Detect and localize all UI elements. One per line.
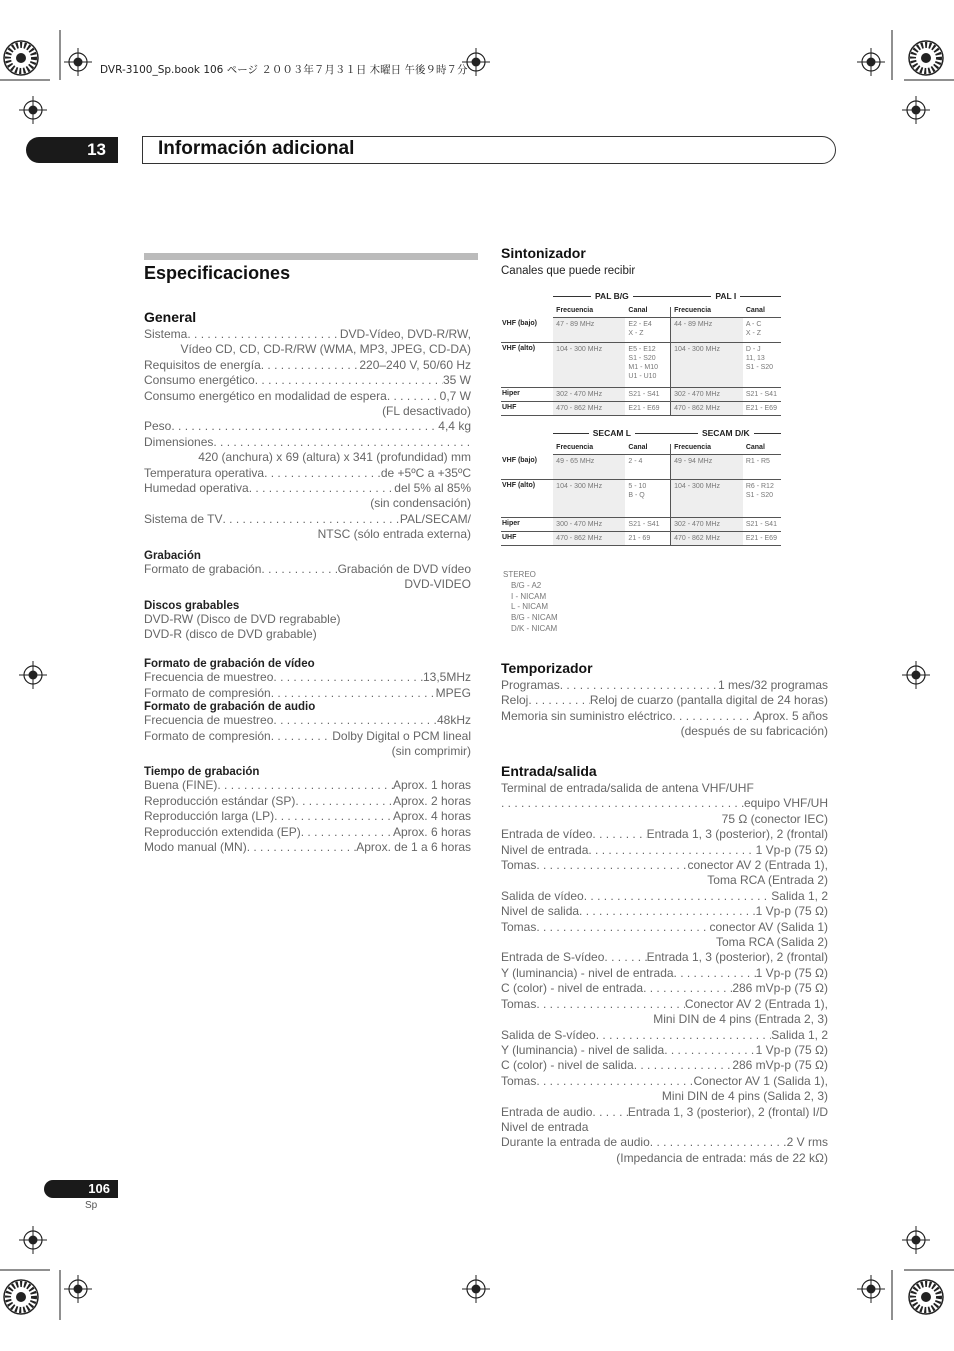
spec-continuation: Vídeo CD, CD, CD-R/RW (WMA, MP3, JPEG, CD-DA) xyxy=(180,342,471,357)
table-cell: R1 - R5 xyxy=(743,455,781,480)
spec-value: Grabación de DVD vídeo xyxy=(337,561,471,576)
spec-row xyxy=(501,693,828,708)
dot-leader xyxy=(295,794,393,809)
spec-label: Consumo energético en modalidad de espera xyxy=(144,388,387,403)
spec-continuation: (sin condensación) xyxy=(370,496,471,511)
spec-row xyxy=(144,729,471,744)
dot-leader xyxy=(536,920,709,935)
spec-row xyxy=(501,1028,828,1043)
dot-leader xyxy=(672,709,754,724)
spec-row xyxy=(501,889,828,904)
spec-label: Tomas xyxy=(501,996,537,1011)
spec-row xyxy=(501,920,828,935)
dot-leader xyxy=(536,1074,693,1089)
spec-value: Entrada 1, 3 (posterior), 2 (frontal) I/D xyxy=(627,1104,828,1119)
spec-row xyxy=(501,904,828,919)
dot-leader xyxy=(171,419,438,434)
dot-leader xyxy=(261,562,337,577)
spec-label: Dimensiones xyxy=(144,434,214,449)
spec-row xyxy=(501,981,828,996)
spec-continuation: Toma RCA (Salida 2) xyxy=(715,935,828,950)
dot-leader xyxy=(536,858,687,873)
spec-row xyxy=(144,778,471,793)
spec-value: PAL/SECAM/ xyxy=(399,511,471,526)
spec-row xyxy=(501,796,828,811)
spec-label: Sistema de TV xyxy=(144,511,223,526)
spec-label: Frecuencia de muestreo xyxy=(144,713,274,728)
spec-value: DVD-Vídeo, DVD-R/RW, xyxy=(339,327,471,341)
band-label: Hiper xyxy=(501,388,553,402)
dot-leader xyxy=(264,466,381,481)
table-row xyxy=(501,532,781,546)
stereo-item: B/G - A2 xyxy=(511,580,542,590)
spec-label: Salida de vídeo xyxy=(501,888,584,903)
band-label: UHF xyxy=(501,402,553,416)
table-row xyxy=(501,318,781,343)
tiempo-heading: Tiempo de grabación xyxy=(144,766,260,779)
spec-continuation: NTSC (sólo entrada externa) xyxy=(317,527,471,542)
band-label: Hiper xyxy=(501,518,553,532)
spec-label: Reloj xyxy=(501,693,529,708)
spec-value: de +5ºC a +35ºC xyxy=(380,465,471,480)
spec-value: 220–240 V, 50/60 Hz xyxy=(359,357,471,372)
dot-leader xyxy=(261,358,360,373)
tiempo-specs xyxy=(144,778,471,855)
table-cell: 21 - 69 xyxy=(625,532,670,546)
discos-list xyxy=(144,612,471,643)
spec-continuation: Toma RCA (Entrada 2) xyxy=(707,873,828,888)
table-cell: 300 - 470 MHz xyxy=(553,518,625,532)
spec-row xyxy=(144,481,471,496)
general-specs xyxy=(144,327,471,543)
table-cell: E21 - E69 xyxy=(743,532,781,546)
spec-label: Formato de compresión xyxy=(144,728,271,743)
spec-row xyxy=(144,825,471,840)
band-label: VHF (bajo) xyxy=(501,318,553,343)
spec-row xyxy=(501,966,828,981)
spec-continuation: (sin comprimir) xyxy=(391,743,471,758)
spec-label: Reproducción extendida (EP) xyxy=(144,824,301,839)
dot-leader xyxy=(536,997,684,1012)
table-cell: E5 - E12 S1 - S20 M1 - M10 U1 - U10 xyxy=(625,343,670,388)
spec-row xyxy=(144,512,471,527)
table-col-header: Canal xyxy=(625,444,670,455)
dot-leader xyxy=(247,840,357,855)
dot-leader xyxy=(217,778,393,793)
disco-item: DVD-RW (Disco de DVD regrabable) xyxy=(144,611,341,626)
spec-row xyxy=(501,1058,828,1073)
temporizador-block xyxy=(501,660,828,740)
spec-row xyxy=(144,389,471,404)
spec-row xyxy=(144,809,471,824)
dot-leader xyxy=(592,1105,628,1120)
spec-continuation: (Impedancia de entrada: más de 22 kΩ) xyxy=(616,1150,828,1165)
spec-value: 13,5MHz xyxy=(422,670,471,685)
chapter-number-badge xyxy=(26,137,118,163)
spec-row xyxy=(144,358,471,373)
spec-value: del 5% al 85% xyxy=(394,481,471,496)
entrada-salida-heading: Entrada/salida xyxy=(501,763,597,779)
page-number: 106 xyxy=(88,1181,110,1196)
spec-value: 35 W xyxy=(442,373,471,388)
dot-leader xyxy=(579,904,756,919)
pal-channel-table xyxy=(501,291,781,416)
dot-leader xyxy=(560,678,718,693)
spec-label: Reproducción larga (LP) xyxy=(144,809,275,824)
dot-leader xyxy=(634,1058,733,1073)
spec-row xyxy=(144,419,471,434)
table-cell: 302 - 470 MHz xyxy=(671,388,743,402)
table-group-label: SECAM D/K xyxy=(698,428,754,438)
secam-channel-table xyxy=(501,428,781,546)
spec-value: 1 mes/32 programas xyxy=(717,678,828,692)
table-row xyxy=(501,402,781,416)
spec-label: Buena (FINE) xyxy=(144,778,218,793)
spec-row xyxy=(144,562,471,577)
spec-label: Memoria sin suministro eléctrico xyxy=(501,708,673,723)
table-row xyxy=(501,343,781,388)
table-cell: 104 - 300 MHz xyxy=(553,343,625,388)
table-group-label: PAL I xyxy=(711,291,740,301)
table-row xyxy=(501,480,781,518)
spec-value: Conector AV 2 (Entrada 1), xyxy=(684,996,828,1011)
disco-item: DVD-R (disco de DVD grabable) xyxy=(144,626,317,641)
spec-value: Reloj de cuarzo (pantalla digital de 24 horas) xyxy=(589,693,828,708)
stereo-item: B/G - NICAM xyxy=(511,613,558,623)
file-header-line: DVR-3100_Sp.book 106 ページ ２００３年７月３１日 木曜日 午後９時７分 xyxy=(100,64,468,76)
section-rule xyxy=(144,253,478,260)
spec-row xyxy=(501,997,828,1012)
dot-leader xyxy=(273,713,437,728)
spec-label: Sistema xyxy=(144,327,188,341)
table-cell: 49 - 65 MHz xyxy=(553,455,625,480)
spec-label: Entrada de audio xyxy=(501,1104,593,1119)
spec-row xyxy=(501,1105,828,1120)
spec-value: Conector AV 1 (Salida 1), xyxy=(693,1073,828,1088)
spec-row xyxy=(144,435,471,450)
spec-row xyxy=(501,678,828,693)
table-group-label: PAL B/G xyxy=(591,291,633,301)
dot-leader xyxy=(213,435,471,450)
grabacion-heading: Grabación xyxy=(144,549,201,562)
spec-label: Nivel de entrada xyxy=(501,842,589,857)
table-cell: 302 - 470 MHz xyxy=(553,388,625,402)
stereo-title: STEREO xyxy=(503,570,536,579)
spec-row xyxy=(144,373,471,388)
spec-value: Aprox. de 1 a 6 horas xyxy=(356,839,471,854)
table-cell: 470 - 862 MHz xyxy=(553,532,625,546)
audio-format-specs xyxy=(144,713,471,759)
table-cell: 5 - 10 B - Q xyxy=(625,480,670,518)
table-cell: 47 - 89 MHz xyxy=(553,318,625,343)
table-cell: R6 - R12 S1 - S20 xyxy=(743,480,781,518)
table-col-header: Frecuencia xyxy=(671,307,743,318)
spec-label: Tomas xyxy=(501,858,537,873)
dot-leader xyxy=(596,1028,772,1043)
spec-value: Entrada 1, 3 (posterior), 2 (frontal) xyxy=(646,950,828,965)
table-col-header: Canal xyxy=(743,444,781,455)
spec-row xyxy=(501,1074,828,1089)
discos-heading: Discos grabables xyxy=(144,599,240,612)
table-col-header: Frecuencia xyxy=(553,444,625,455)
dot-leader xyxy=(222,512,399,527)
table-cell: D - J 11, 13 S1 - S20 xyxy=(743,343,781,388)
dot-leader xyxy=(271,729,333,744)
spec-label: Entrada de S-vídeo xyxy=(501,950,605,965)
table-cell: 49 - 94 MHz xyxy=(671,455,743,480)
spec-row xyxy=(501,858,828,873)
table-cell: S21 - S41 xyxy=(743,388,781,402)
canales-subheading: Canales que puede recibir xyxy=(501,265,636,277)
table-cell: E2 - E4 X - Z xyxy=(625,318,670,343)
spec-value: Aprox. 1 horas xyxy=(392,778,471,793)
dot-leader xyxy=(271,686,436,701)
spec-label: Y (luminancia) - nivel de salida xyxy=(501,1042,665,1057)
table-col-header: Frecuencia xyxy=(671,444,743,455)
chapter-number: 13 xyxy=(87,140,106,159)
table-cell: A - C X - Z xyxy=(743,318,781,343)
spec-row xyxy=(501,1043,828,1058)
spec-value: Entrada 1, 3 (posterior), 2 (frontal) xyxy=(646,827,828,842)
sintonizador-heading: Sintonizador xyxy=(501,245,586,261)
spec-continuation: (FL desactivado) xyxy=(382,404,471,419)
spec-label: C (color) - nivel de salida xyxy=(501,1058,634,1073)
table-cell: 44 - 89 MHz xyxy=(671,318,743,343)
spec-label: Tomas xyxy=(501,919,537,934)
table-cell: S21 - S41 xyxy=(625,388,670,402)
band-label: UHF xyxy=(501,532,553,546)
spec-value: Aprox. 6 horas xyxy=(392,824,471,839)
dot-leader xyxy=(650,1135,787,1150)
spec-continuation: 75 Ω (conector IEC) xyxy=(721,811,828,826)
sintonizador-block xyxy=(501,245,828,277)
dot-leader xyxy=(274,809,393,824)
table-col-header: Canal xyxy=(743,307,781,318)
dot-leader xyxy=(187,327,340,342)
spec-label: Durante la entrada de audio xyxy=(501,1135,650,1150)
table-cell: 470 - 862 MHz xyxy=(553,402,625,416)
table-cell: 104 - 300 MHz xyxy=(671,343,743,388)
spec-value: 0,7 W xyxy=(439,388,471,403)
stereo-item: D/K - NICAM xyxy=(511,623,558,633)
spec-label: Salida de S-vídeo xyxy=(501,1027,596,1042)
spec-continuation: (después de su fabricación) xyxy=(680,724,828,739)
page-language: Sp xyxy=(85,1200,98,1211)
spec-label: Humedad operativa xyxy=(144,481,249,496)
spec-value: 1 Vp-p (75 Ω) xyxy=(755,842,828,857)
spec-value: Aprox. 5 años xyxy=(753,708,828,723)
video-format-heading: Formato de grabación de vídeo xyxy=(144,658,315,671)
spec-continuation: 420 (anchura) x 69 (altura) x 341 (profundidad) mm xyxy=(198,450,471,465)
table-cell: 2 - 4 xyxy=(625,455,670,480)
spec-value: Aprox. 4 horas xyxy=(392,809,471,824)
spec-row xyxy=(144,840,471,855)
table-cell: E21 - E69 xyxy=(743,402,781,416)
dot-leader xyxy=(501,796,744,811)
table-row xyxy=(501,388,781,402)
spec-label: Frecuencia de muestreo xyxy=(144,670,274,685)
spec-line: Terminal de entrada/salida de antena VHF/UHF xyxy=(501,781,754,795)
dot-leader xyxy=(584,889,772,904)
table-cell: 104 - 300 MHz xyxy=(553,480,625,518)
dot-leader xyxy=(387,389,440,404)
spec-label: C (color) - nivel de entrada xyxy=(501,981,644,996)
spec-label: Y (luminancia) - nivel de entrada xyxy=(501,965,674,980)
table-col-header: Frecuencia xyxy=(553,307,625,318)
spec-row xyxy=(501,1135,828,1150)
dot-leader xyxy=(255,373,443,388)
entrada-salida-block xyxy=(501,763,828,1166)
spec-value: equipo VHF/UH xyxy=(743,796,828,811)
table-cell: 470 - 862 MHz xyxy=(671,532,743,546)
spec-row xyxy=(144,670,471,685)
spec-value: conector AV 2 (Entrada 1), xyxy=(687,858,828,873)
spec-value: conector AV (Salida 1) xyxy=(709,919,828,934)
table-cell: 104 - 300 MHz xyxy=(671,480,743,518)
spec-value: 48kHz xyxy=(436,713,471,728)
spec-value: Salida 1, 2 xyxy=(771,1027,828,1042)
spec-row xyxy=(144,713,471,728)
spec-value: Salida 1, 2 xyxy=(771,888,828,903)
spec-value: 1 Vp-p (75 Ω) xyxy=(755,965,828,980)
dot-leader xyxy=(273,670,423,685)
spec-label: Peso xyxy=(144,419,172,434)
table-cell: 302 - 470 MHz xyxy=(671,518,743,532)
spec-value: 2 V rms xyxy=(786,1135,828,1150)
spec-row xyxy=(501,950,828,965)
spec-label: Programas xyxy=(501,678,560,692)
entrada-salida-specs xyxy=(501,781,828,1166)
spec-value: Dolby Digital o PCM lineal xyxy=(332,728,471,743)
spec-value: 1 Vp-p (75 Ω) xyxy=(755,1042,828,1057)
section-title: Especificaciones xyxy=(144,263,291,283)
spec-value: 4,4 kg xyxy=(438,419,471,434)
spec-row xyxy=(144,327,471,342)
chapter-title-bar xyxy=(142,136,836,164)
spec-value: Aprox. 2 horas xyxy=(392,793,471,808)
spec-row xyxy=(501,827,828,842)
stereo-list xyxy=(503,570,558,635)
spec-row xyxy=(144,466,471,481)
dot-leader xyxy=(592,827,646,842)
spec-row xyxy=(144,794,471,809)
table-row xyxy=(501,518,781,532)
stereo-item: I - NICAM xyxy=(511,591,547,601)
temporizador-specs xyxy=(501,678,828,740)
table-cell: 470 - 862 MHz xyxy=(671,402,743,416)
spec-label: Consumo energético xyxy=(144,373,255,388)
chapter-title: Información adicional xyxy=(158,138,355,159)
audio-format-heading: Formato de grabación de audio xyxy=(144,701,316,714)
spec-value: MPEG xyxy=(435,685,471,700)
spec-label: Temperatura operativa xyxy=(144,465,265,480)
spec-continuation: DVD-VIDEO xyxy=(404,577,471,592)
spec-label: Entrada de vídeo xyxy=(501,827,593,842)
page-number-badge xyxy=(44,1180,118,1198)
table-cell: E21 - E69 xyxy=(625,402,670,416)
spec-label: Reproducción estándar (SP) xyxy=(144,793,296,808)
spec-value: 286 mVp-p (75 Ω) xyxy=(732,1058,828,1073)
stereo-item: L - NICAM xyxy=(511,602,549,612)
spec-label: Requisitos de energía xyxy=(144,357,261,372)
table-row xyxy=(501,455,781,480)
table-cell: S21 - S41 xyxy=(625,518,670,532)
band-label: VHF (alto) xyxy=(501,343,553,388)
dot-leader xyxy=(249,481,395,496)
grabacion-specs xyxy=(144,562,471,593)
table-group-label: SECAM L xyxy=(589,428,635,438)
table-col-header: Canal xyxy=(625,307,670,318)
spec-label: Tomas xyxy=(501,1073,537,1088)
band-label: VHF (bajo) xyxy=(501,455,553,480)
temporizador-heading: Temporizador xyxy=(501,660,593,676)
spec-value: 1 Vp-p (75 Ω) xyxy=(755,904,828,919)
spec-row xyxy=(144,686,471,701)
spec-row xyxy=(501,709,828,724)
spec-label: Formato de grabación xyxy=(144,561,262,576)
dot-leader xyxy=(301,825,393,840)
dot-leader xyxy=(674,966,756,981)
general-heading: General xyxy=(144,309,197,325)
dot-leader xyxy=(664,1043,755,1058)
table-cell: S21 - S41 xyxy=(743,518,781,532)
spec-label: Nivel de salida xyxy=(501,904,580,919)
video-format-specs xyxy=(144,670,471,701)
spec-continuation: Mini DIN de 4 pins (Entrada 2, 3) xyxy=(653,1012,828,1027)
spec-label: Formato de compresión xyxy=(144,685,271,700)
dot-leader xyxy=(643,981,732,996)
dot-leader xyxy=(604,950,646,965)
spec-label: Modo manual (MN) xyxy=(144,839,247,854)
band-label: VHF (alto) xyxy=(501,480,553,518)
spec-value: 286 mVp-p (75 Ω) xyxy=(732,981,828,996)
spec-continuation: Mini DIN de 4 pins (Salida 2, 3) xyxy=(661,1089,828,1104)
dot-leader xyxy=(588,843,755,858)
general-column xyxy=(144,309,471,855)
dot-leader xyxy=(528,693,589,708)
spec-line: Nivel de entrada xyxy=(501,1119,589,1134)
spec-row xyxy=(501,843,828,858)
